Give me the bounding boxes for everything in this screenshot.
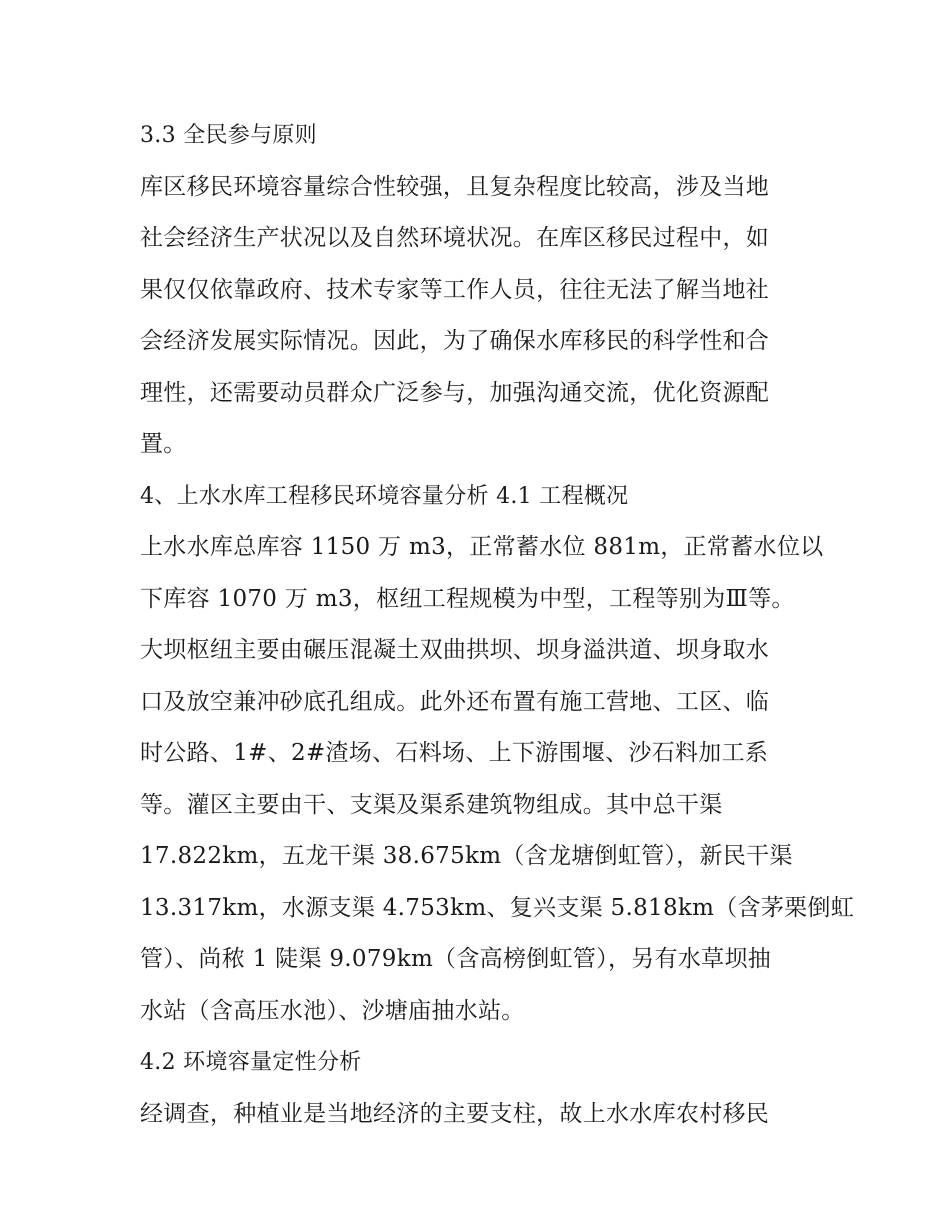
paragraph-line: 理性，还需要动员群众广泛参与，加强沟通交流，优化资源配 bbox=[140, 379, 770, 406]
paragraph-line: 社会经济生产状况以及自然环境状况。在库区移民过程中，如 bbox=[140, 225, 770, 251]
paragraph-line: 置。 bbox=[140, 431, 187, 457]
paragraph-line: 13.317km，水源支渠 4.753km、复兴支渠 5.818km（含茅栗倒虹 bbox=[140, 894, 855, 921]
paragraph-line: 17.822km，五龙干渠 38.675km（含龙塘倒虹管），新民干渠 bbox=[140, 843, 793, 869]
document-page bbox=[140, 110, 855, 1140]
paragraph-line: 口及放空兼冲砂底孔组成。此外还布置有施工营地、工区、临 bbox=[140, 688, 770, 715]
paragraph-line: 下库容 1070 万 m3，枢纽工程规模为中型，工程等别为Ⅲ等。 bbox=[140, 585, 795, 612]
paragraph-line: 管）、尚秾 1 陡渠 9.079km（含高榜倒虹管），另有水草坝抽 bbox=[140, 946, 772, 972]
paragraph-line: 等。灌区主要由干、支渠及渠系建筑物组成。其中总干渠 bbox=[140, 791, 723, 818]
paragraph-line: 经调查，种植业是当地经济的主要支柱，故上水水库农村移民 bbox=[140, 1100, 770, 1127]
paragraph-line: 果仅仅依靠政府、技术专家等工作人员，往往无法了解当地社 bbox=[140, 276, 770, 303]
section-heading-3-3: 3.3 全民参与原则 bbox=[140, 123, 317, 148]
paragraph-line: 上水水库总库容 1150 万 m3，正常蓄水位 881m，正常蓄水位以 bbox=[140, 534, 824, 560]
paragraph-line: 时公路、1#、2#渣场、石料场、上下游围堰、沙石料加工系 bbox=[140, 740, 769, 766]
paragraph-line: 水站（含高压水池）、沙塘庙抽水站。 bbox=[140, 997, 525, 1024]
section-heading-4-2: 4.2 环境容量定性分析 bbox=[140, 1050, 362, 1075]
section-heading-4: 4、上水水库工程移民环境容量分析 4.1 工程概况 bbox=[140, 483, 629, 509]
paragraph-line: 库区移民环境容量综合性较强，且复杂程度比较高，涉及当地 bbox=[140, 173, 770, 200]
paragraph-line: 会经济发展实际情况。因此，为了确保水库移民的科学性和合 bbox=[140, 328, 770, 354]
paragraph-line: 大坝枢纽主要由碾压混凝土双曲拱坝、坝身溢洪道、坝身取水 bbox=[140, 637, 770, 663]
